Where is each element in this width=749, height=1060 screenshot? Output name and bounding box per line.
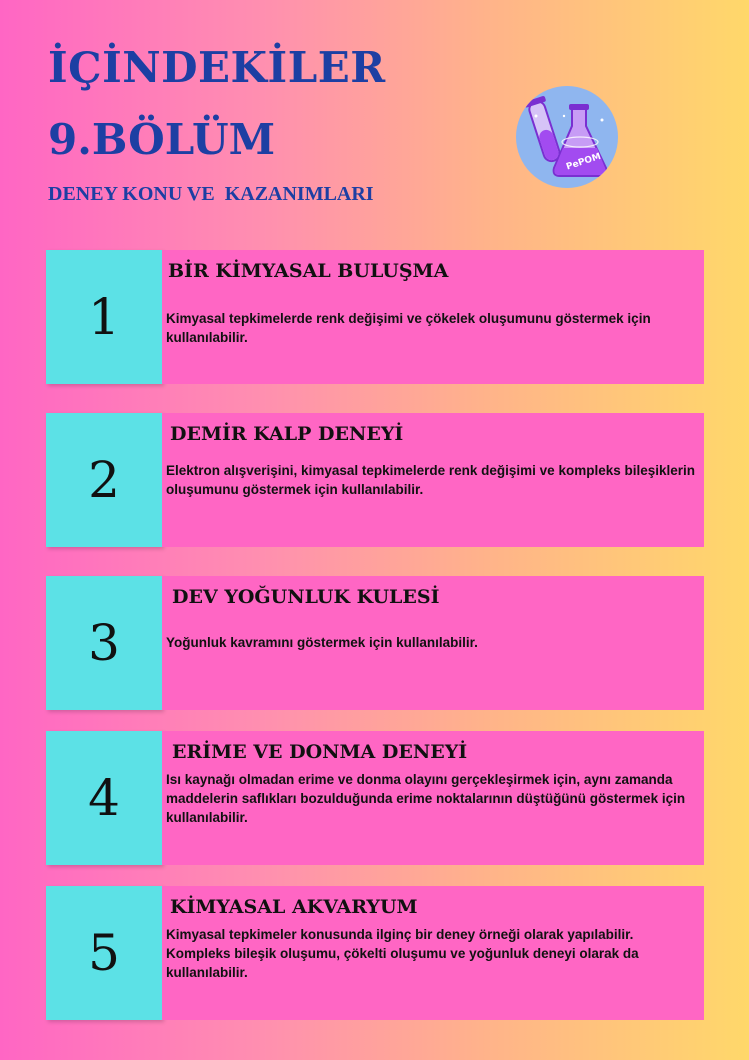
chapter-title: 9.BÖLÜM xyxy=(48,115,276,164)
logo-text: PePOM xyxy=(565,151,603,173)
page-title: İÇİNDEKİLER xyxy=(48,43,386,92)
item-description: Yoğunluk kavramını göstermek için kullanılabilir. xyxy=(166,635,478,650)
item-title: DEV YOĞUNLUK KULESİ xyxy=(172,586,440,608)
item-body xyxy=(162,886,704,1020)
toc-item xyxy=(46,250,704,384)
item-body xyxy=(162,413,704,547)
item-number: 5 xyxy=(88,924,120,982)
item-description: Kimyasal tepkimelerde renk değişimi ve çökelek oluşumunu göstermek için kullanılabilir. xyxy=(166,311,651,345)
item-title: BİR KİMYASAL BULUŞMA xyxy=(168,260,449,282)
item-number: 2 xyxy=(88,451,120,509)
toc-item xyxy=(46,413,704,547)
item-description: Isı kaynağı olmadan erime ve donma olayını gerçekleşirmek için, aynı zamanda maddelerin saflıkları bozulduğunda erime noktalarının düştüğünü göstermek için kullanılabilir. xyxy=(166,772,686,825)
toc-item xyxy=(46,576,704,710)
item-body xyxy=(162,731,704,865)
item-number-box xyxy=(46,250,162,384)
flask-logo-icon xyxy=(516,86,618,188)
item-number-box xyxy=(46,731,162,865)
toc-item xyxy=(46,886,704,1020)
item-number: 1 xyxy=(88,288,120,346)
item-description: Elektron alışverişini, kimyasal tepkimelerde renk değişimi ve kompleks bileşiklerin oluşumunu göstermek için kullanılabilir. xyxy=(166,463,696,497)
toc-item xyxy=(46,731,704,865)
item-number-box xyxy=(46,576,162,710)
page-subtitle: DENEY KONU VE KAZANIMLARI xyxy=(48,183,374,205)
item-body xyxy=(162,250,704,384)
item-number-box xyxy=(46,413,162,547)
item-title: ERİME VE DONMA DENEYİ xyxy=(172,741,468,763)
item-title: DEMİR KALP DENEYİ xyxy=(170,423,404,445)
item-number: 3 xyxy=(88,614,120,672)
item-description: Kimyasal tepkimeler konusunda ilginç bir deney örneği olarak yapılabilir. Kompleks bileşik oluşumu, çökelti oluşumu ve yoğunluk deneyi olarak da kullanılabilir. xyxy=(166,927,639,980)
item-title: KİMYASAL AKVARYUM xyxy=(170,896,418,918)
item-number-box xyxy=(46,886,162,1020)
item-body xyxy=(162,576,704,710)
item-number: 4 xyxy=(88,769,120,827)
